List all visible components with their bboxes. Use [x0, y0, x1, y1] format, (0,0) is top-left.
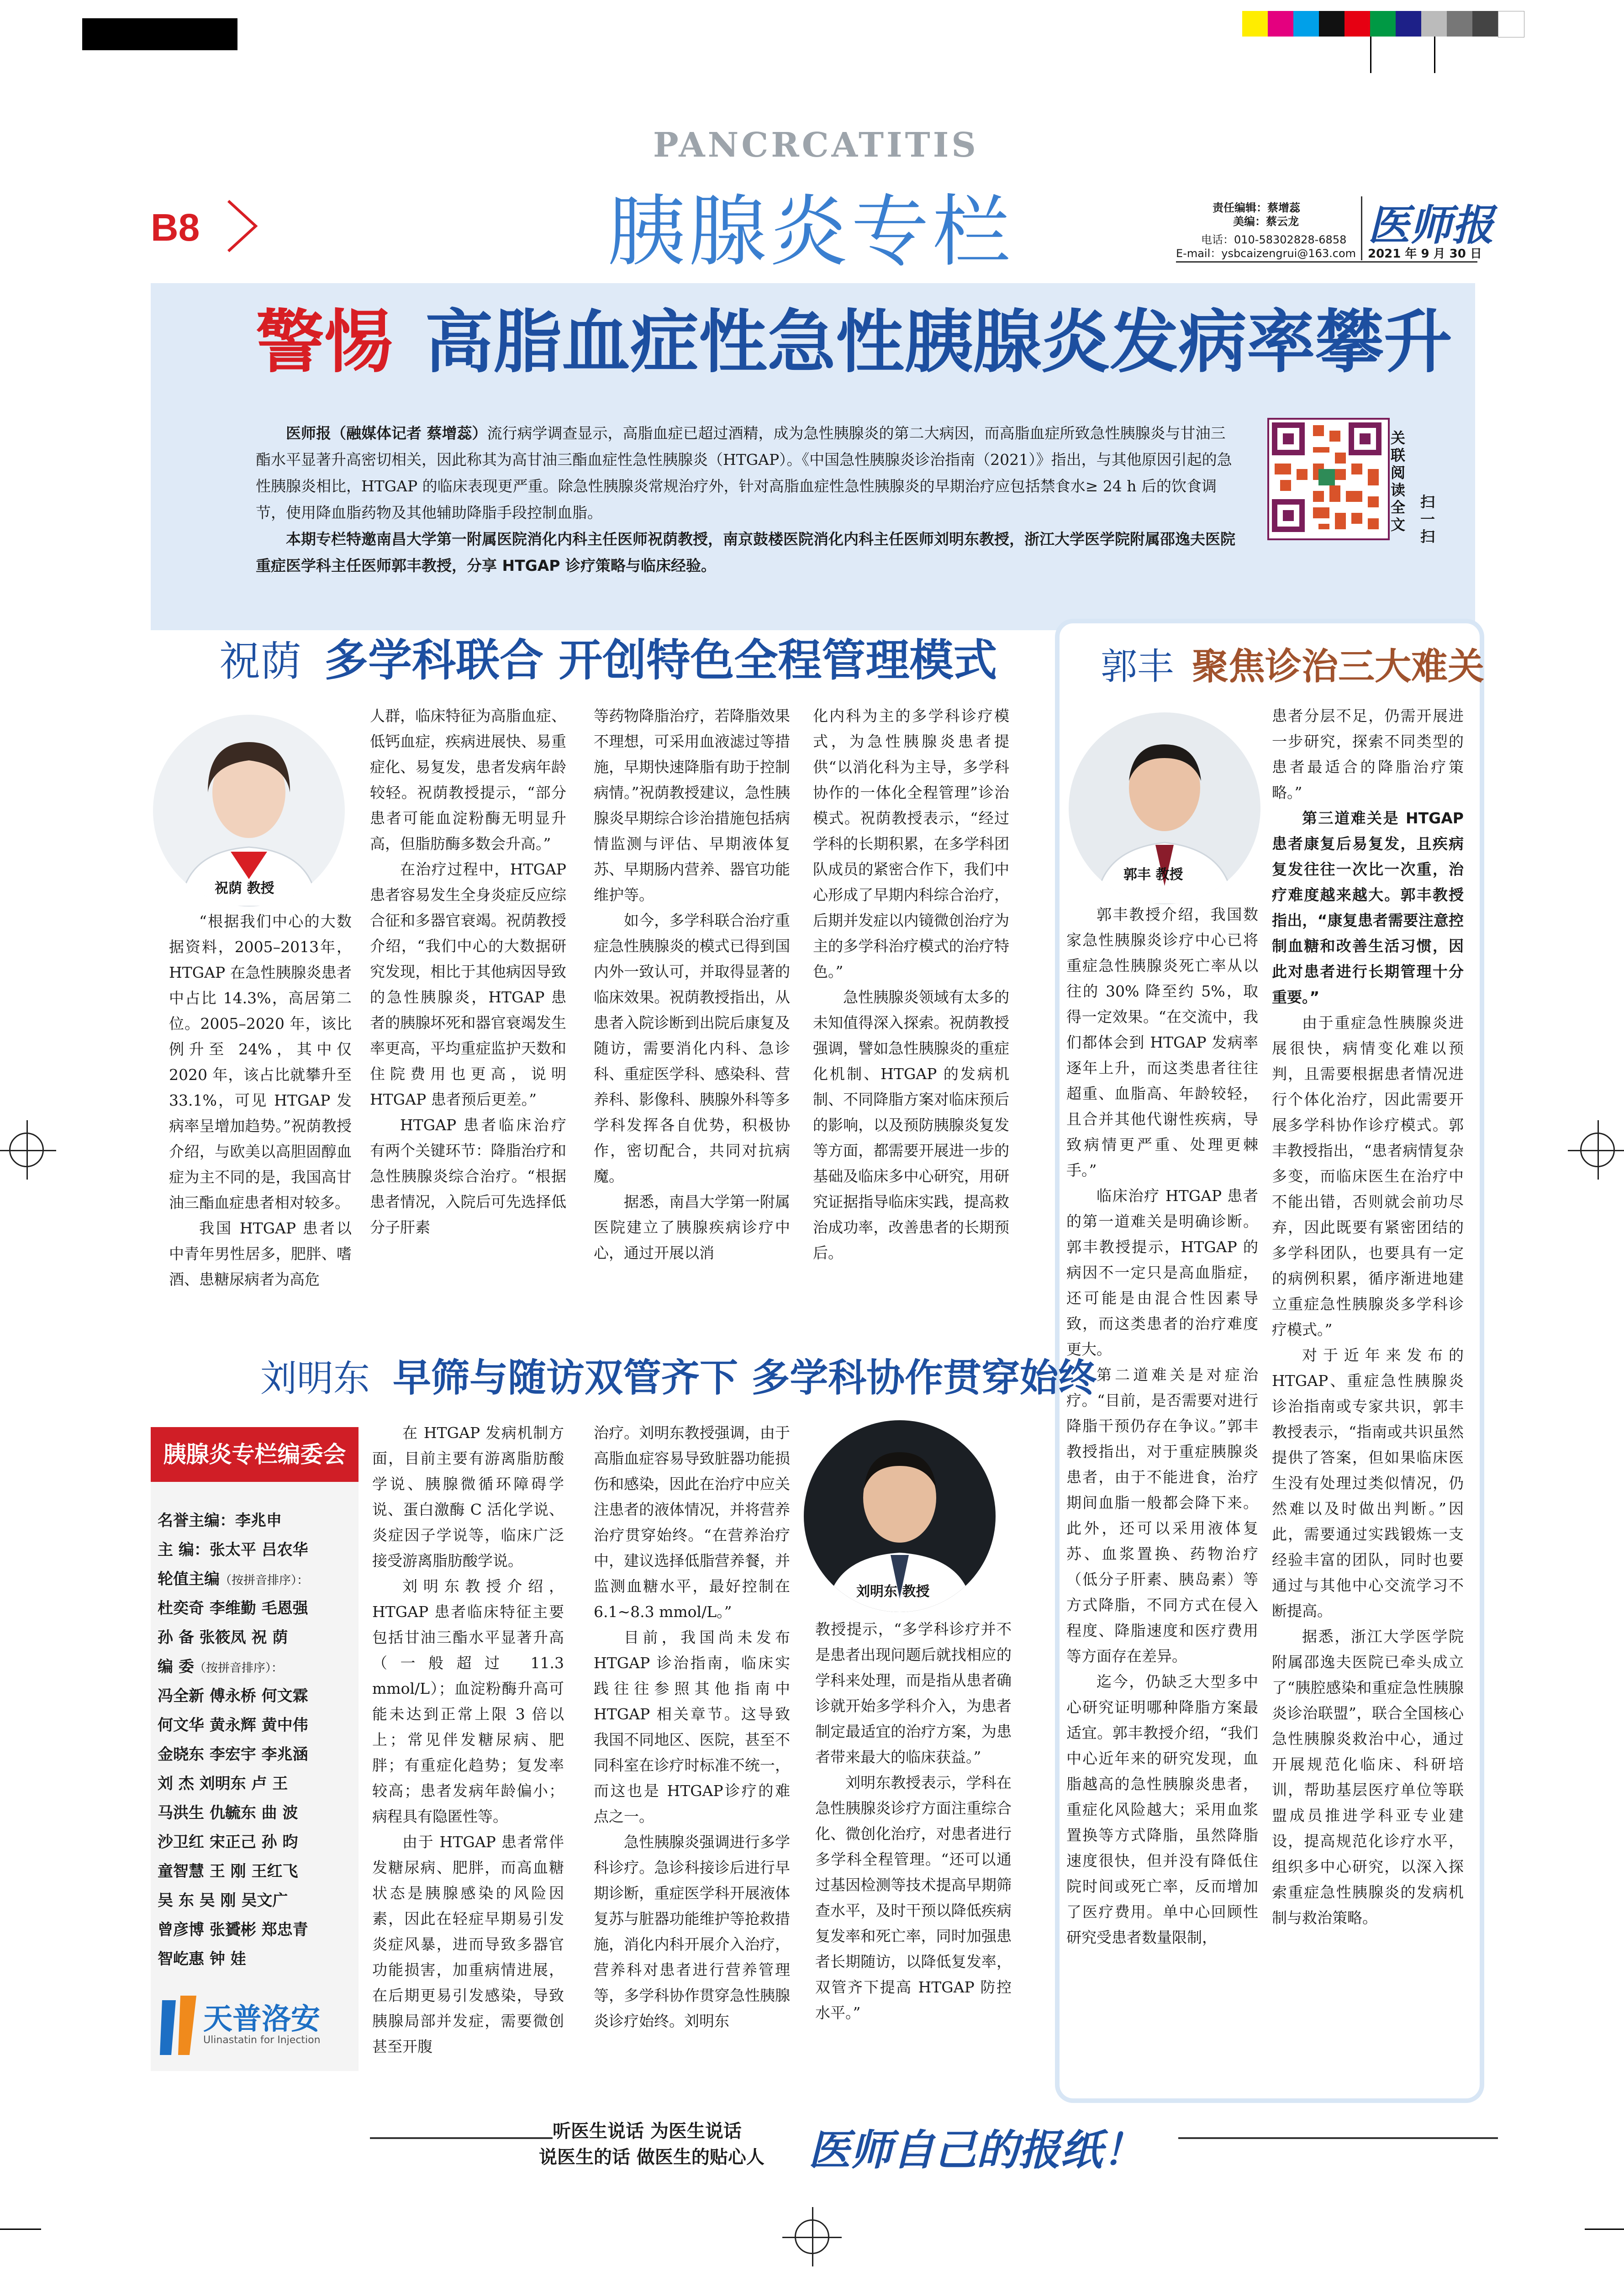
- editorial-board-row: [158, 1653, 359, 1682]
- photo-caption-zhu: 祝荫 教授: [215, 880, 274, 896]
- editorial-board-names: 童智慧 王 刚 王红飞: [158, 1862, 298, 1881]
- english-title: PANCRCATITIS: [653, 126, 979, 165]
- footer-slogan: 医师自己的报纸！: [808, 2126, 1145, 2175]
- editorial-board-note: （按拼音排序）：: [194, 1661, 283, 1675]
- registration-mark: [1580, 1133, 1615, 1167]
- zhu-column-1: [169, 909, 352, 1315]
- section-zhu-title: [219, 626, 997, 688]
- editorial-board-row: [158, 1770, 359, 1799]
- intro-text: [256, 420, 1238, 579]
- photo-caption-liu: 刘明东 教授: [856, 1584, 930, 1600]
- paragraph: 据悉，南昌大学第一附属医院建立了胰腺疾病诊疗中心，通过开展以消: [594, 1193, 790, 1262]
- paragraph: 刘明东教授表示，学科在急性胰腺炎诊疗方面注重综合化、微创化治疗，对患者进行多学科全程管理。“还可以通过基因检测等技术提高早期筛查水平，及时干预以降低疾病复发率和死亡率，同时加强患者长期随访，以降低复发率，双管齐下提高 HTGAP 防控水平。”: [815, 1774, 1012, 2022]
- editorial-board-row: [158, 1624, 359, 1653]
- paragraph: 我国 HTGAP 患者以中青年男性居多，肥胖、嗜酒、患糖尿病者为高危: [169, 1219, 352, 1288]
- sponsor-tagline: Ulinastatin for Injection: [203, 2034, 321, 2046]
- editorial-board-names: 张太平 吕农华: [209, 1541, 308, 1559]
- footer-rule-left: [370, 2137, 553, 2139]
- chevron-right-icon: [224, 196, 260, 256]
- intro-paragraph-1: 流行病学调查显示，高脂血症已超过酒精，成为急性胰腺炎的第二大病因，而高脂血症所致急性胰腺炎与甘油三酯水平显著升高密切相关，因此称其为高甘油三酯血症性急性胰腺炎（HTGAP）。《中国急性胰腺炎诊治指南（2021）》指出，与其他原因引起的急性胰腺炎相比，HTGAP 的临床表现更严重。除急性胰腺炎常规治疗外，针对高脂血症性急性胰腺炎的早期治疗应包括禁食水≥ 24 h 后的饮食调节，使用降血脂药物及其他辅助降脂手段控制血脂。: [256, 424, 1232, 522]
- editorial-board-names: 沙卫红 宋正己 孙 昀: [158, 1833, 298, 1851]
- intro-paragraph-2: 本期专栏特邀南昌大学第一附属医院消化内科主任医师祝荫教授，南京鼓楼医院消化内科主任医师刘明东教授，浙江大学医学院附属邵逸夫医院重症医学科主任医师郭丰教授，分享 HTGAP 诊疗策略与临床经验。: [256, 530, 1235, 574]
- guo-column-2: [1272, 703, 1464, 2071]
- paragraph: 对于近年来发布的 HTGAP、重症急性胰腺炎诊治指南或专家共识，郭丰教授表示，“指南或共识虽然提供了答案，但如果临床医生没有处理过类似情况，仍然难以及时做出判断。”因此，需要通过实践锻炼一支经验丰富的团队，同时也要通过与其他中心交流学习不断提高。: [1272, 1346, 1464, 1620]
- editorial-board-row: [158, 1507, 359, 1536]
- footer-motto-1: 听医生说话 为医生说话: [553, 2121, 742, 2142]
- editorial-board-row: [158, 1741, 359, 1770]
- header-divider: [1361, 196, 1362, 260]
- editorial-board-names: 李兆申: [235, 1512, 282, 1530]
- paragraph: 第二道难关是对症治疗。“目前，是否需要对进行降脂干预仍存在争议。”郭丰教授指出，对于重症胰腺炎患者，由于不能进食，治疗期间血脂一般都会降下来。此外，还可以采用液体复苏、血浆置换、药物治疗（低分子肝素、胰岛素）等方式降脂，不同方式在侵入程度、降脂速度和医疗费用等方面存在差异。: [1066, 1366, 1258, 1665]
- section-liu-title: [260, 1347, 1097, 1402]
- main-headline: [256, 283, 1453, 402]
- qr-code[interactable]: [1267, 418, 1390, 540]
- section-guo-heading: 聚焦诊治三大难关: [1192, 645, 1484, 688]
- headline-lead: 警惕: [256, 303, 393, 382]
- paragraph: 患者分层不足，仍需开展进一步研究，探索不同类型的患者最适合的降脂治疗策略。”: [1272, 707, 1464, 801]
- paragraph: HTGAP 患者临床治疗有两个关键环节：降脂治疗和急性胰腺炎综合治疗。“根据患者情况，入院后可先选择低分子肝素: [370, 1116, 566, 1236]
- editorial-board-role: 编 委: [158, 1658, 194, 1676]
- editorial-board-role: 名誉主编：: [158, 1512, 235, 1530]
- paragraph: 等药物降脂治疗，若降脂效果不理想，可采用血液滤过等措施，早期快速降脂有助于控制病情。”祝荫教授建议，急性胰腺炎早期综合诊治措施包括病情监测与评估、早期液体复苏、早期肠内营养、器官功能维护等。: [594, 707, 790, 904]
- editorial-board-names: 马洪生 仇毓东 曲 波: [158, 1804, 298, 1822]
- qr-scan-label: 扫一扫: [1420, 493, 1435, 545]
- registration-mark: [9, 1133, 44, 1167]
- editorial-board-note: （按拼音排序）：: [220, 1574, 309, 1587]
- zhu-column-2: [370, 703, 566, 1315]
- sponsor-logo: [158, 1991, 359, 2064]
- editorial-board-list: [158, 1507, 359, 1975]
- crop-mark: [1585, 2229, 1624, 2230]
- editorial-board-names: 刘 杰 刘明东 卢 王: [158, 1775, 288, 1793]
- editorial-board-row: [158, 1799, 359, 1828]
- paragraph: 人群，临床特征为高脂血症、低钙血症，疾病进展快、易重症化、易复发，患者发病年龄较轻。祝荫教授提示，“部分患者可能血淀粉酶无明显升高，但脂肪酶多数会升高。”: [370, 707, 566, 853]
- zhu-column-3: [594, 703, 790, 1315]
- editorial-board-row: [158, 1945, 359, 1975]
- paragraph: 由于 HTGAP 患者常伴发糖尿病、肥胖，而高血糖状态是胰腺感染的风险因素，因此在轻症早期易引发炎症风暴，进而导致多器官功能损害，加重病情进展，在后期更易引发感染，导致胰腺局部并发症，需要微创甚至开腹: [372, 1833, 564, 2055]
- contact-email: E-mail：ysbcaizengrui@163.com: [1176, 247, 1356, 260]
- contact-phone: 电话：010-58302828-6858: [1201, 233, 1347, 246]
- editorial-board-names: 吴 东 吴 刚 吴文广: [158, 1892, 288, 1910]
- qr-code-icon: [1269, 420, 1384, 535]
- paragraph: 治疗。刘明东教授强调，由于高脂血症容易导致脏器功能损伤和感染，因此在治疗中应关注患者的液体情况，并将营养治疗贯穿始终。“在营养治疗中，建议选择低脂营养餐，并监测血糖水平，最好控制在 6.1~8.3 mmol/L。”: [594, 1424, 790, 1621]
- paragraph: 在治疗过程中，HTGAP 患者容易发生全身炎症反应综合征和多器官衰竭。祝荫教授介绍，“我们中心的大数据研究发现，相比于其他病因导致的急性胰腺炎，HTGAP 患者的胰腺坏死和器官衰竭发生率更高，平均重症监护天数和住院费用也更高，说明 HTGAP 患者预后更差。”: [370, 860, 566, 1108]
- registration-mark: [795, 2219, 829, 2254]
- photo-caption-guo: 郭丰 教授: [1123, 867, 1183, 883]
- editor-credit: 责任编辑：蔡增蕊: [1213, 201, 1300, 214]
- paragraph: 如今，多学科联合治疗重症急性胰腺炎的模式已得到国内外一致认可，并取得显著的临床效果。祝荫教授指出，从患者入院诊断到出院后康复及随访，需要消化内科、急诊科、重症医学科、感染科、营养科、影像科、胰腺外科等多学科发挥各自优势，积极协作，密切配合，共同对抗病魔。: [594, 912, 790, 1185]
- paragraph: 急性胰腺炎领域有太多的未知值得深入探索。祝荫教授强调，譬如急性胰腺炎的重症化机制、HTGAP 的发病机制、不同降脂方案对临床预后的影响，以及预防胰腺炎复发等方面，都需要开展进一步的基础及临床多中心研究，用研究证据指导临床实践，提高救治成功率，改善患者的长期预后。: [813, 988, 1009, 1262]
- sponsor-name: 天普洛安: [203, 2002, 320, 2036]
- section-liu-name: 刘明东: [260, 1357, 370, 1400]
- liu-column-2: [594, 1420, 790, 2078]
- editorial-board-title: 胰腺炎专栏编委会: [151, 1427, 359, 1482]
- editorial-board-role: 轮值主编: [158, 1570, 220, 1588]
- section-guo-name: 郭丰: [1101, 645, 1174, 688]
- paragraph: 郭丰教授介绍，我国数家急性胰腺炎诊疗中心已将重症急性胰腺炎死亡率从以往的 30% 降至约 5%，取得一定效果。“在交流中，我们都体会到 HTGAP 发病率逐年上升，而这类患者往往超重、血脂高、年龄较轻，且合并其他代谢性疾病，导致病情更严重、处理更棘手。”: [1066, 906, 1258, 1179]
- sponsor-logo-icon: [158, 1991, 199, 2060]
- paragraph: “根据我们中心的大数据资料，2005–2013年，HTGAP 在急性胰腺炎患者中占比 14.3%，高居第二位。2005–2020 年，该比例升至 24%，其中仅 2020 年，该占比就攀升至 33.1%，可见 HTGAP 发病率呈增加趋势。”祝荫教授介绍，与欧美以高胆固醇血症为主不同的是，我国高甘油三酯血症患者相对较多。: [169, 912, 352, 1212]
- masthead-logo: 医师报: [1368, 201, 1494, 250]
- section-zhu-name: 祝荫: [219, 638, 301, 685]
- editorial-board-role: 主 编：: [158, 1541, 210, 1559]
- paragraph: 由于重症急性胰腺炎进展很快，病情变化难以预判，且需要根据患者情况进行个体化治疗，因此需要开展多学科协作诊疗模式。郭丰教授指出，“患者病情复杂多变，而临床医生在治疗中不能出错，否则就会前功尽弃，因此既要有紧密团结的多学科团队，也要具有一定的病例积累，循序渐进地建立重症急性胰腺炎多学科诊疗模式。”: [1272, 1014, 1464, 1338]
- paragraph: 在 HTGAP 发病机制方面，目前主要有游离脂肪酸学说、胰腺微循环障碍学说、蛋白激酶 C 活化学说、炎症因子学说等，临床广泛接受游离脂肪酸学说。: [372, 1424, 564, 1570]
- crop-mark: [82, 18, 237, 50]
- paragraph: 刘明东教授介绍，HTGAP 患者临床特征主要包括甘油三酯水平显著升高（一般超过 11.3 mmol/L）；血淀粉酶升高可能未达到正常上限 3 倍以上；常见伴发糖尿病、肥胖；有重症化趋势；复发率较高；患者发病年龄偏小；病程具有隐匿性等。: [372, 1577, 564, 1825]
- footer-rule-right: [1178, 2137, 1498, 2139]
- section-guo-title: [1101, 637, 1484, 690]
- headline-text: 高脂血症性急性胰腺炎发病率攀升: [425, 303, 1453, 382]
- editorial-board-row: [158, 1712, 359, 1741]
- editorial-board-names: 冯全新 傅永桥 何文霖: [158, 1687, 308, 1705]
- paragraph: 化内科为主的多学科诊疗模式，为急性胰腺炎患者提供“以消化科为主导，多学科协作的一体化全程管理”诊治模式。祝荫教授表示，“经过学科的长期积累，在多学科团队成员的紧密合作下，我们中心形成了早期内科综合治疗，后期并发症以内镜微创治疗为主的多学科治疗模式的治疗特色。”: [813, 707, 1009, 980]
- editorial-board-row: [158, 1595, 359, 1624]
- editorial-board-row: [158, 1682, 359, 1712]
- crop-mark: [0, 2229, 41, 2230]
- paragraph: 急性胰腺炎强调进行多学科诊疗。急诊科接诊后进行早期诊断，重症医学科开展液体复苏与脏器功能维护等抢救措施，消化内科开展介入治疗，营养科对患者进行营养管理等，多学科协作贯穿急性胰腺炎诊疗始终。刘明东: [594, 1833, 790, 2030]
- paragraph: 教授提示，“多学科诊疗并不是患者出现问题后就找相应的学科来处理，而是指从患者确诊就开始多学科介入，为患者制定最适宜的治疗方案，为患者带来最大的临床获益。”: [815, 1620, 1012, 1766]
- issue-date: 2021 年 9 月 30 日: [1368, 247, 1482, 261]
- editorial-board-row: [158, 1565, 359, 1595]
- editorial-board-names: 金晓东 李宏宇 李兆涵: [158, 1745, 308, 1764]
- editorial-board-names: 杜奕奇 李维勤 毛恩强: [158, 1599, 308, 1618]
- header-rule: [1176, 261, 1477, 263]
- editorial-board-names: 曾彦博 张贇彬 郑忠青: [158, 1921, 308, 1939]
- liu-column-3: [815, 1617, 1012, 2078]
- guo-column-1: [1066, 902, 1258, 2071]
- editorial-board-names: 孙 备 张筱凤 祝 荫: [158, 1628, 288, 1647]
- footer: [0, 2114, 1624, 2174]
- column-title: 胰腺炎专栏: [607, 187, 1014, 277]
- editorial-board-row: [158, 1536, 359, 1565]
- section-zhu-heading: 多学科联合 开创特色全程管理模式: [324, 635, 997, 686]
- paragraph: 迄今，仍缺乏大型多中心研究证明哪种降脂方案最适宜。郭丰教授介绍，“我们中心近年来的研究发现，血脂越高的急性胰腺炎患者，重症化风险越大；采用血浆置换等方式降脂，虽然降脂速度很快，但并没有降低住院时间或死亡率，反而增加了医疗费用。单中心回顾性研究受患者数量限制，: [1066, 1673, 1258, 1946]
- paragraph: 临床治疗 HTGAP 患者的第一道难关是明确诊断。郭丰教授提示，HTGAP 的病因不一定只是高血脂症，还可能是由混合性因素导致，而这类患者的治疗难度更大。: [1066, 1187, 1258, 1358]
- editorial-board-row: [158, 1828, 359, 1858]
- paragraph: 第三道难关是 HTGAP 患者康复后易复发，且疾病复发往往一次比一次重，治疗难度越来越大。郭丰教授指出，“康复患者需要注意控制血糖和改善生活习惯，因此对患者进行长期管理十分重要。”: [1272, 809, 1464, 1006]
- editorial-board-names: 何文华 黄永辉 黄中伟: [158, 1716, 308, 1734]
- page-number: B8: [151, 206, 200, 249]
- editorial-board-row: [158, 1916, 359, 1945]
- editorial-board-row: [158, 1887, 359, 1916]
- paragraph: 目前，我国尚未发布 HTGAP 诊治指南，临床实践往往参照其他指南中 HTGAP 相关章节。这导致我国不同地区、医院，甚至不同科室在诊疗时标准不统一，而这也是 HTGAP诊疗的难点之一。: [594, 1628, 790, 1825]
- designer-credit: 美编：蔡云龙: [1233, 215, 1299, 228]
- qr-caption: 关联阅读全文: [1391, 429, 1406, 533]
- intro-author: 医师报（融媒体记者 蔡增蕊）: [286, 424, 487, 442]
- section-liu-heading: 早筛与随访双管齐下 多学科协作贯穿始终: [393, 1355, 1097, 1400]
- editorial-board-row: [158, 1858, 359, 1887]
- footer-motto-2: 说医生的话 做医生的贴心人: [539, 2147, 765, 2168]
- paragraph: 据悉，浙江大学医学院附属邵逸夫医院已牵头成立了“胰腔感染和重症急性胰腺炎诊治联盟”，联合全国核心急性胰腺炎救治中心，通过开展规范化临床、科研培训，帮助基层医疗单位等联盟成员推进学科亚专业建设，提高规范化诊疗水平，组织多中心研究，以深入探索重症急性胰腺炎的发病机制与救治策略。: [1272, 1628, 1464, 1927]
- editorial-board-names: 智屹惠 钟 娃: [158, 1950, 246, 1968]
- liu-column-1: [372, 1420, 564, 2078]
- zhu-column-4: [813, 703, 1009, 1315]
